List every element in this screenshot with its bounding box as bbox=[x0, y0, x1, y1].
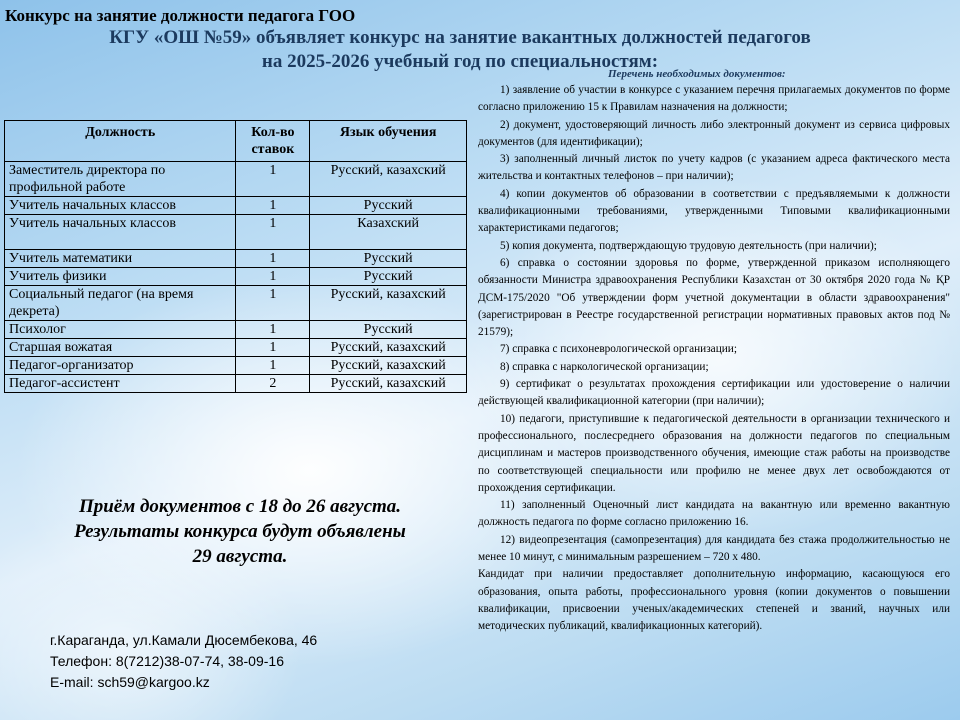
cell-position: Педагог-организатор bbox=[5, 357, 236, 375]
phone-text: Телефон: 8(7212)38-07-74, 38-09-16 bbox=[50, 653, 284, 669]
header-rates: Кол-во ставок bbox=[236, 121, 310, 162]
cell-position: Социальный педагог (на время декрета) bbox=[5, 286, 236, 321]
documents-list-title: Перечень необходимых документов: bbox=[608, 68, 786, 80]
document-item: 5) копия документа, подтверждающую трудовую деятельность (при наличии); bbox=[500, 239, 877, 252]
cell-rates: 1 bbox=[236, 286, 310, 321]
table-row bbox=[5, 215, 467, 250]
cell-language: Русский, казахский bbox=[310, 339, 467, 357]
submission-dates-notice bbox=[30, 494, 450, 569]
cell-position: Учитель начальных классов bbox=[5, 215, 236, 250]
document-item: 7) справка с психоневрологической организации; bbox=[500, 343, 737, 356]
cell-language: Русский, казахский bbox=[310, 375, 467, 393]
cell-language: Русский, казахский bbox=[310, 286, 467, 321]
cell-rates: 1 bbox=[236, 321, 310, 339]
vacancies-table bbox=[4, 120, 467, 393]
document-item: 12) видеопрезентация (самопрезентация) для кандидата без стажа продолжительностью не менее 10 минут, с минимальным разрешением – 720 x 480. bbox=[478, 533, 950, 564]
email-text: E-mail: sch59@kargoo.kz bbox=[50, 674, 210, 690]
announcement-headline bbox=[0, 26, 960, 74]
cell-language: Русский, казахский bbox=[310, 357, 467, 375]
cell-language: Русский bbox=[310, 197, 467, 215]
cell-language: Русский bbox=[310, 268, 467, 286]
cell-rates: 1 bbox=[236, 215, 310, 250]
cell-rates: 1 bbox=[236, 197, 310, 215]
cell-language: Казахский bbox=[310, 215, 467, 250]
cell-position: Учитель математики bbox=[5, 250, 236, 268]
documents-list bbox=[478, 82, 950, 636]
notice-line-1: Приём документов с 18 до 26 августа. bbox=[78, 496, 402, 517]
cell-position: Заместитель директора по профильной работе bbox=[5, 162, 236, 197]
table-row bbox=[5, 250, 467, 268]
page-title: Конкурс на занятие должности педагога ГОО bbox=[5, 6, 356, 25]
headline-line-1: КГУ «ОШ №59» объявляет конкурс на занятие вакантных должностей педагогов bbox=[109, 27, 811, 48]
table-row bbox=[5, 339, 467, 357]
cell-rates: 1 bbox=[236, 250, 310, 268]
cell-rates: 1 bbox=[236, 268, 310, 286]
cell-rates: 1 bbox=[236, 162, 310, 197]
document-item: 6) справка о состоянии здоровья по форме, утвержденной приказом исполняющего обязанности Министра здравоохранения Республики Казахстан от 30 октября 2020 года № ҚР ДСМ-175/2020 "Об утверждении форм учетной документации в области здравоохранения" (зарегистрирован в Реестре государственной регистрации нормативных правовых актов под № 21579); bbox=[478, 256, 950, 339]
table-row bbox=[5, 197, 467, 215]
cell-language: Русский, казахский bbox=[310, 162, 467, 197]
table-row bbox=[5, 268, 467, 286]
cell-position: Психолог bbox=[5, 321, 236, 339]
table-row bbox=[5, 286, 467, 321]
document-item: 11) заполненный Оценочный лист кандидата на вакантную или временно вакантную должность педагога по форме согласно приложению 16. bbox=[478, 499, 950, 529]
document-item: 8) справка с наркологической организации; bbox=[500, 360, 709, 373]
document-item: 2) документ, удостоверяющий личность либо электронный документ из сервиса цифровых документов (для идентификации); bbox=[478, 118, 950, 148]
cell-position: Учитель начальных классов bbox=[5, 197, 236, 215]
cell-rates: 2 bbox=[236, 375, 310, 393]
document-item: 9) сертификат о результатах прохождения сертификации или удостоверение о наличии действующей квалификационной категории (при наличии); bbox=[478, 378, 950, 408]
table-row bbox=[5, 321, 467, 339]
table-row bbox=[5, 375, 467, 393]
cell-language: Русский bbox=[310, 321, 467, 339]
cell-language: Русский bbox=[310, 250, 467, 268]
document-item: 1) заявление об участии в конкурсе с указанием перечня прилагаемых документов по форме согласно приложению 15 к Правилам назначения на должности; bbox=[478, 84, 950, 114]
cell-position: Учитель физики bbox=[5, 268, 236, 286]
cell-rates: 1 bbox=[236, 357, 310, 375]
cell-rates: 1 bbox=[236, 339, 310, 357]
address-text: г.Караганда, ул.Камали Дюсембекова, 46 bbox=[50, 632, 318, 648]
document-item: 3) заполненный личный листок по учету кадров (с указанием адреса фактического места жительства и контактных телефонов – при наличии); bbox=[478, 153, 950, 183]
headline-line-2: на 2025-2026 учебный год по специальностям: bbox=[261, 51, 659, 72]
header-position: Должность bbox=[5, 121, 236, 162]
table-row bbox=[5, 162, 467, 197]
documents-footer-note: Кандидат при наличии предоставляет дополнительную информацию, касающуюся его образования, опыта работы, профессионального уровня (копии документов о повышении квалификации, присвоении ученых/академических степеней и званий, научных или методических публикаций, квалификационных категорий). bbox=[478, 568, 950, 633]
cell-position: Старшая вожатая bbox=[5, 339, 236, 357]
header-language: Язык обучения bbox=[310, 121, 467, 162]
document-item: 4) копии документов об образовании в соответствии с предъявляемыми к должности квалификационными требованиями, утвержденными Типовыми квалификационными характеристиками педагогов; bbox=[478, 187, 950, 235]
cell-position: Педагог-ассистент bbox=[5, 375, 236, 393]
table-header-row bbox=[5, 121, 467, 162]
table-row bbox=[5, 357, 467, 375]
contact-info bbox=[50, 630, 317, 693]
notice-line-3: 29 августа. bbox=[192, 546, 288, 567]
document-item: 10) педагоги, приступившие к педагогической деятельности в организации технического и профессионального, послесреднего образования на должности педагогов по специальным дисциплинам и мастеров производственного обучения, имеющие стаж работы на производстве по соответствующей специальности или профилю не менее двух лет освобождаются от прохождения сертификации. bbox=[478, 412, 950, 494]
notice-line-2: Результаты конкурса будут объявлены bbox=[74, 521, 406, 542]
